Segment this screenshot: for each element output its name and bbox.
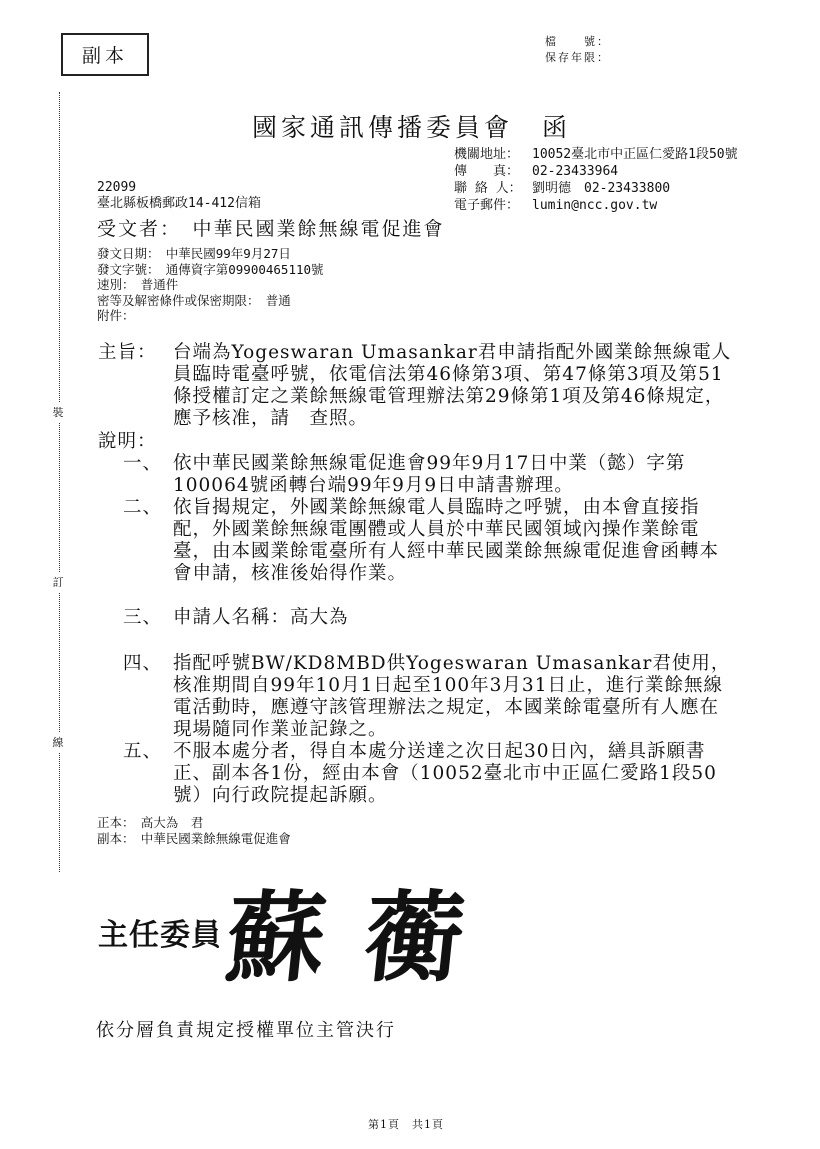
dispatch-number: 發文字號： 通傳資字第09900465110號 [97,261,324,277]
fax-label: 傳 真： [454,164,520,179]
explanation-item-text: 依中華民國業餘無線電促進會99年9月17日中業（懿）字第100064號函轉台端99年9月9日申請書辦理。 [173,453,686,496]
binding-mark-bottom: 線 [48,732,68,752]
person-value: 劉明德 02-23433800 [532,181,671,196]
contact-address-row [454,146,738,163]
po-box: 臺北縣板橋郵政14-412信箱 [97,196,261,211]
document-title: 國家通訊傳播委員會 函 [252,113,572,142]
fax-value: 02-23433964 [532,164,619,179]
explanation-item-label: 一、 [123,453,163,474]
dispatch-attachments: 附件： [97,308,135,323]
archive-retention-label: 保存年限： [545,51,610,64]
email-label: 電子郵件： [454,198,520,213]
contact-person-row [454,180,738,197]
postcode: 22099 [97,180,137,195]
dispatch-secrecy: 密等及解密條件或保密期限： 普通 [97,292,291,308]
recipient: 受文者： 中華民國業餘無線電促進會 [97,218,445,240]
signer-name-stamp: 蘇蘅 [221,881,510,996]
signer-title: 主任委員 [98,918,222,953]
explanation-item-label: 二、 [123,497,163,518]
cc-recipient: 副本： 中華民國業餘無線電促進會 [97,830,291,846]
person-label: 聯 絡 人： [454,181,522,196]
subject-text: 台端為Yogeswaran Umasankar君申請指配外國業餘無線電人員臨時電臺呼號，依電信法第46條第3項、第47條第3項及第51條授權訂定之業餘無線電管理辦法第29條第1項及第46條規定，應予核准，請 查照。 [173,342,732,429]
archive-info [545,34,610,66]
explanation-item-label: 五、 [123,741,163,762]
archive-number-label: 檔 號： [545,35,610,48]
binding-line [59,92,60,872]
explanation-label: 說明： [98,431,157,452]
binding-mark-mid: 訂 [48,572,68,592]
page-number: 第1頁 共1頁 [368,1118,444,1131]
explanation-item-text: 不服本處分者，得自本處分送達之次日起30日內，繕具訴願書正、副本各1份，經由本會（10052臺北市中正區仁愛路1段50號）向行政院提起訴願。 [173,741,717,806]
dispatch-meta [97,246,324,324]
contact-block [454,146,738,214]
explanation-item-text: 依旨揭規定，外國業餘無線電人員臨時之呼號，由本會直接指配，外國業餘無線電團體或人員於中華民國領域內操作業餘電臺，由本國業餘電臺所有人經中華民國業餘無線電促進會函轉本會申請，核准後始得作業。 [173,497,720,584]
binding-mark-top: 裝 [48,402,68,422]
dispatch-speed: 速別： 普通件 [97,277,179,292]
mail-address [97,180,261,212]
contact-fax-row [454,163,738,180]
email-value: lumin@ncc.gov.tw [532,198,658,213]
subject-label: 主旨： [98,342,157,363]
explanation-item-text: 申請人名稱：高大為 [173,607,349,628]
distribution [97,815,291,846]
delegation-note: 依分層負責規定授權單位主管決行 [96,1020,396,1041]
dispatch-date: 發文日期： 中華民國99年9月27日 [97,246,291,261]
explanation-item-label: 三、 [123,607,163,628]
explanation-item-label: 四、 [123,653,163,674]
explanation-item-text: 指配呼號BW/KD8MBD供Yogeswaran Umasankar君使用，核准期間自99年10月1日起至100年3月31日止，進行業餘無線電活動時，應遵守該管理辦法之規定，本國業餘電臺所有人應在現場隨同作業並記錄之。 [173,653,731,740]
address-value: 10052臺北市中正區仁愛路1段50號 [532,147,738,162]
address-label: 機關地址： [454,147,520,162]
contact-email-row [454,197,738,214]
copy-stamp: 副本 [61,33,149,76]
original-recipient: 正本： 高大為 君 [97,815,204,830]
